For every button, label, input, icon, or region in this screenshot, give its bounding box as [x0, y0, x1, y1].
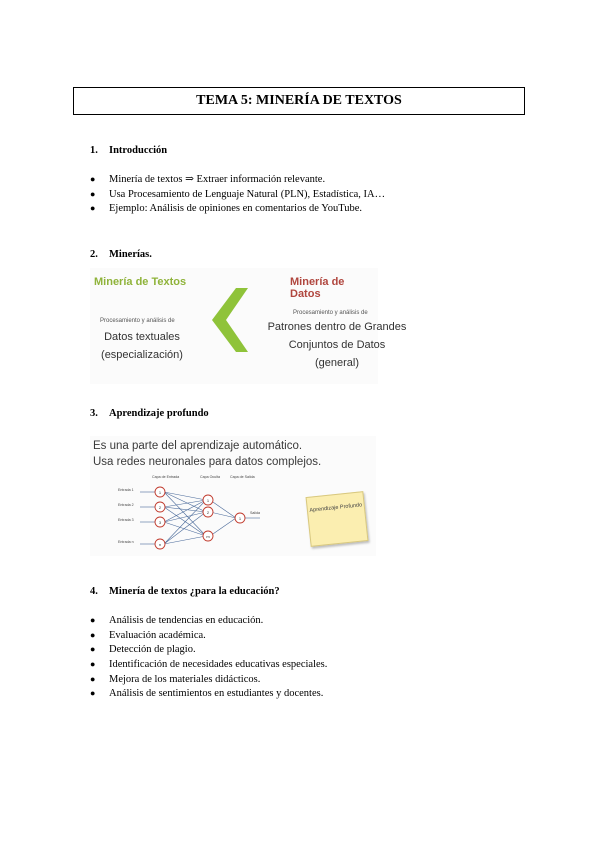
hidden-node-label: m	[206, 534, 210, 539]
list-item: ● Análisis de tendencias en educación.	[90, 615, 264, 626]
neural-network-diagram	[90, 472, 290, 556]
deep-learning-line-2: Usa redes neuronales para datos complejos.	[93, 456, 322, 468]
output-label: Salida	[250, 511, 260, 515]
list-item: ● Minería de textos ⇒ Extraer información relevante.	[90, 174, 326, 185]
minerias-figure	[90, 268, 407, 384]
deep-learning-figure	[90, 436, 376, 556]
layer-label: Capa Oculta	[200, 475, 220, 479]
section-number: 2.	[90, 249, 98, 260]
bullet-icon: ●	[90, 644, 96, 655]
input-label: Entrada 1	[118, 488, 134, 492]
bullet-icon: ●	[90, 629, 96, 640]
input-node-label: n	[158, 542, 162, 547]
intro-bullet-list	[90, 172, 385, 216]
bullet-icon: ●	[90, 188, 96, 199]
input-node-label: 3	[158, 520, 162, 525]
section-heading-introduccion	[90, 145, 167, 156]
less-than-arrow-icon	[210, 286, 250, 354]
bullet-icon: ●	[90, 673, 96, 684]
text-mining-body: Datos textuales (especialización)	[101, 331, 183, 361]
section-heading-aprendizaje	[90, 408, 209, 419]
list-item: ● Evaluación académica.	[90, 629, 206, 641]
data-mining-sub: Procesamiento y análisis de	[293, 310, 368, 316]
layer-label: Capa de Salida	[230, 475, 255, 479]
bullet-icon: ●	[90, 688, 96, 699]
education-bullet-list	[90, 613, 327, 701]
input-node-label: 1	[158, 490, 162, 495]
document-title: TEMA 5: MINERÍA DE TEXTOS	[73, 87, 525, 115]
bullet-icon: ●	[90, 174, 96, 184]
bullet-icon: ●	[90, 659, 96, 670]
sticky-note: Aprendizaje Profundo	[306, 491, 369, 547]
bullet-icon: ●	[90, 615, 96, 625]
hidden-node-label: 2	[206, 510, 210, 515]
list-item: ● Análisis de sentimientos en estudiantes y docentes.	[90, 688, 324, 700]
bullet-icon: ●	[90, 203, 96, 214]
list-item: ● Ejemplo: Análisis de opiniones en comentarios de YouTube.	[90, 203, 363, 215]
section-heading-minerias	[90, 249, 152, 260]
section-title: Minerías.	[109, 249, 152, 260]
section-title: Introducción	[109, 145, 168, 156]
section-number: 4.	[90, 586, 98, 597]
list-item: ● Mejora de los materiales didácticos.	[90, 673, 261, 685]
section-number: 3.	[90, 408, 98, 419]
data-mining-body: Patrones dentro de Grandes Conjuntos de Datos (general)	[267, 321, 407, 369]
input-label: Entrada 3	[118, 518, 134, 522]
deep-learning-line-1: Es una parte del aprendizaje automático.	[93, 440, 303, 452]
data-mining-heading: Minería de Datos	[290, 276, 345, 300]
section-title: Minería de textos ¿para la educación?	[109, 586, 280, 597]
list-item: ● Identificación de necesidades educativas especiales.	[90, 659, 328, 671]
layer-label: Capa de Entrada	[152, 475, 180, 479]
input-label: Entrada 2	[118, 503, 134, 507]
input-node-label: 2	[158, 505, 162, 510]
text-mining-sub: Procesamiento y análisis de	[100, 318, 175, 324]
text-mining-heading: Minería de Textos	[94, 276, 187, 288]
list-item: ● Usa Procesamiento de Lenguaje Natural (PLN), Estadística, IA…	[90, 188, 386, 200]
section-title: Aprendizaje profundo	[109, 408, 209, 419]
section-heading-educacion	[90, 586, 280, 597]
list-item: ● Detección de plagio.	[90, 644, 196, 656]
input-label: Entrada n	[118, 540, 134, 544]
hidden-node-label: 1	[206, 498, 210, 503]
section-number: 1.	[90, 145, 98, 156]
output-node-label: 1	[238, 516, 242, 521]
